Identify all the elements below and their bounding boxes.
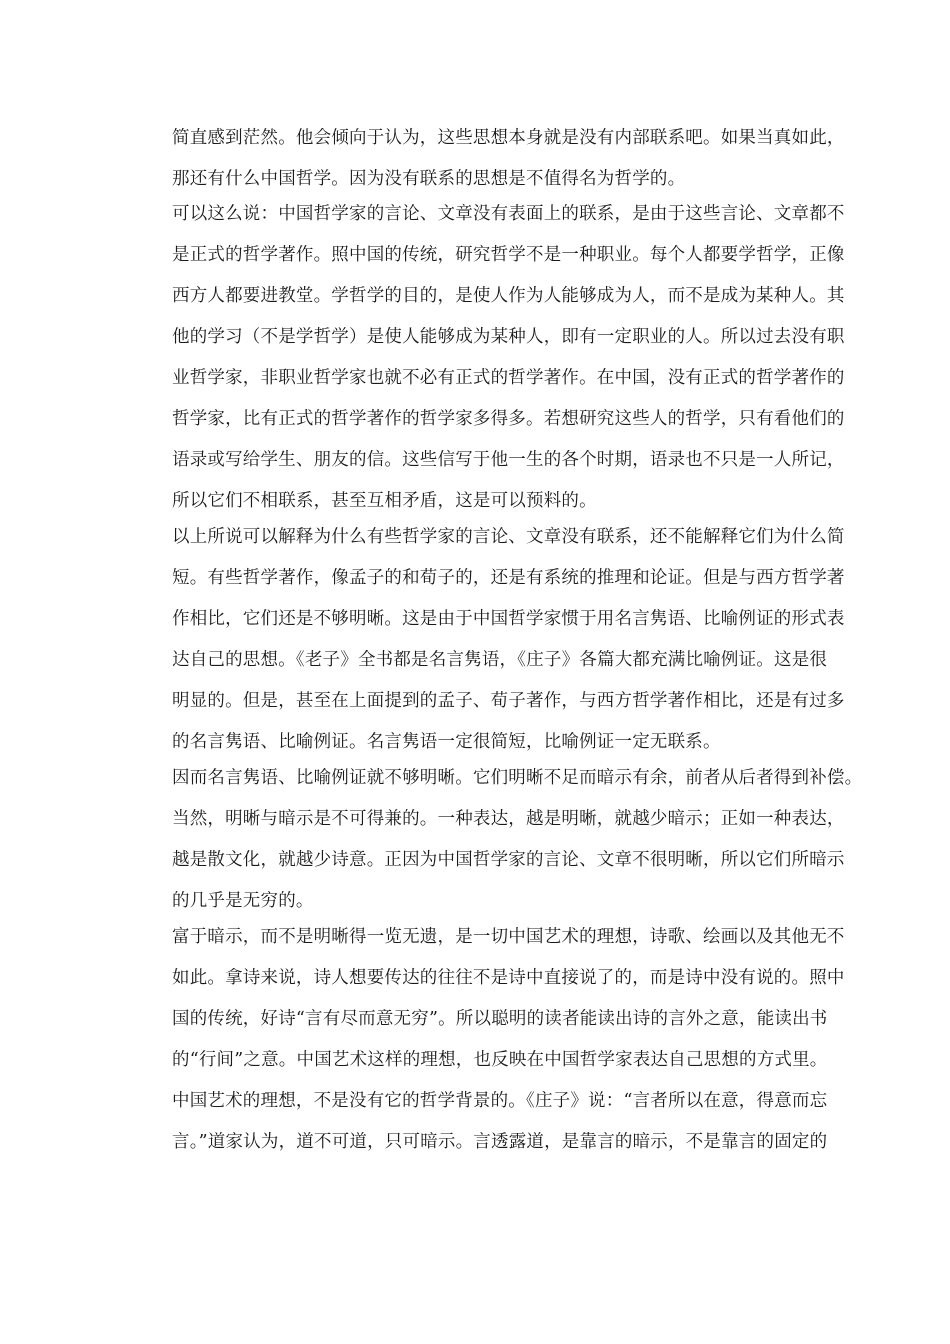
text-line: 因而名言隽语、比喻例证就不够明晰。它们明晰不足而暗示有余，前者从后者得到补偿。 (172, 768, 863, 788)
text-line: 简直感到茫然。他会倾向于认为，这些思想本身就是没有内部联系吧。如果当真如此， (172, 128, 845, 148)
text-line: 业哲学家，非职业哲学家也就不必有正式的哲学著作。在中国，没有正式的哲学著作的 (172, 368, 845, 388)
text-line: 国的传统，好诗“言有尽而意无穷”。所以聪明的读者能读出诗的言外之意，能读出书 (172, 1009, 828, 1029)
text-line: 达自己的思想。《老子》全书都是名言隽语，《庄子》各篇大都充满比喻例证。这是很 (172, 650, 828, 670)
text-line: 的名言隽语、比喻例证。名言隽语一定很简短，比喻例证一定无联系。 (172, 732, 721, 752)
text-line: 短。有些哲学著作，像孟子的和荀子的，还是有系统的推理和论证。但是与西方哲学著 (172, 568, 845, 588)
text-line: 西方人都要进教堂。学哲学的目的，是使人作为人能够成为人，而不是成为某种人。其 (172, 286, 845, 306)
text-line: 中国艺术的理想，不是没有它的哲学背景的。《庄子》说：“言者所以在意，得意而忘 (172, 1091, 828, 1111)
text-line: 以上所说可以解释为什么有些哲学家的言论、文章没有联系，还不能解释它们为什么简 (172, 527, 845, 547)
text-line: 富于暗示，而不是明晰得一览无遗，是一切中国艺术的理想，诗歌、绘画以及其他无不 (172, 927, 845, 947)
text-line: 言。”道家认为，道不可道，只可暗示。言透露道，是靠言的暗示，不是靠言的固定的 (172, 1132, 828, 1152)
text-line: 语录或写给学生、朋友的信。这些信写于他一生的各个时期，语录也不只是一人所记， (172, 450, 845, 470)
text-line: 那还有什么中国哲学。因为没有联系的思想是不值得名为哲学的。 (172, 169, 686, 189)
text-line: 哲学家，比有正式的哲学著作的哲学家多得多。若想研究这些人的哲学，只有看他们的 (172, 409, 845, 429)
text-line: 可以这么说：中国哲学家的言论、文章没有表面上的联系，是由于这些言论、文章都不 (172, 204, 845, 224)
text-line: 越是散文化，就越少诗意。正因为中国哲学家的言论、文章不很明晰，所以它们所暗示 (172, 850, 845, 870)
text-line: 当然，明晰与暗示是不可得兼的。一种表达，越是明晰，就越少暗示；正如一种表达， (172, 809, 845, 829)
text-line: 他的学习（不是学哲学）是使人能够成为某种人，即有一定职业的人。所以过去没有职 (172, 327, 845, 347)
text-line: 的“行间”之意。中国艺术这样的理想，也反映在中国哲学家表达自己思想的方式里。 (172, 1050, 828, 1070)
text-line: 如此。拿诗来说，诗人想要传达的往往不是诗中直接说了的，而是诗中没有说的。照中 (172, 968, 845, 988)
text-line: 明显的。但是，甚至在上面提到的孟子、荀子著作，与西方哲学著作相比，还是有过多 (172, 691, 845, 711)
text-line: 的几乎是无穷的。 (172, 891, 314, 911)
text-line: 所以它们不相联系，甚至互相矛盾，这是可以预料的。 (172, 491, 597, 511)
text-line: 是正式的哲学著作。照中国的传统，研究哲学不是一种职业。每个人都要学哲学，正像 (172, 245, 845, 265)
text-line: 作相比，它们还是不够明晰。这是由于中国哲学家惯于用名言隽语、比喻例证的形式表 (172, 609, 845, 629)
